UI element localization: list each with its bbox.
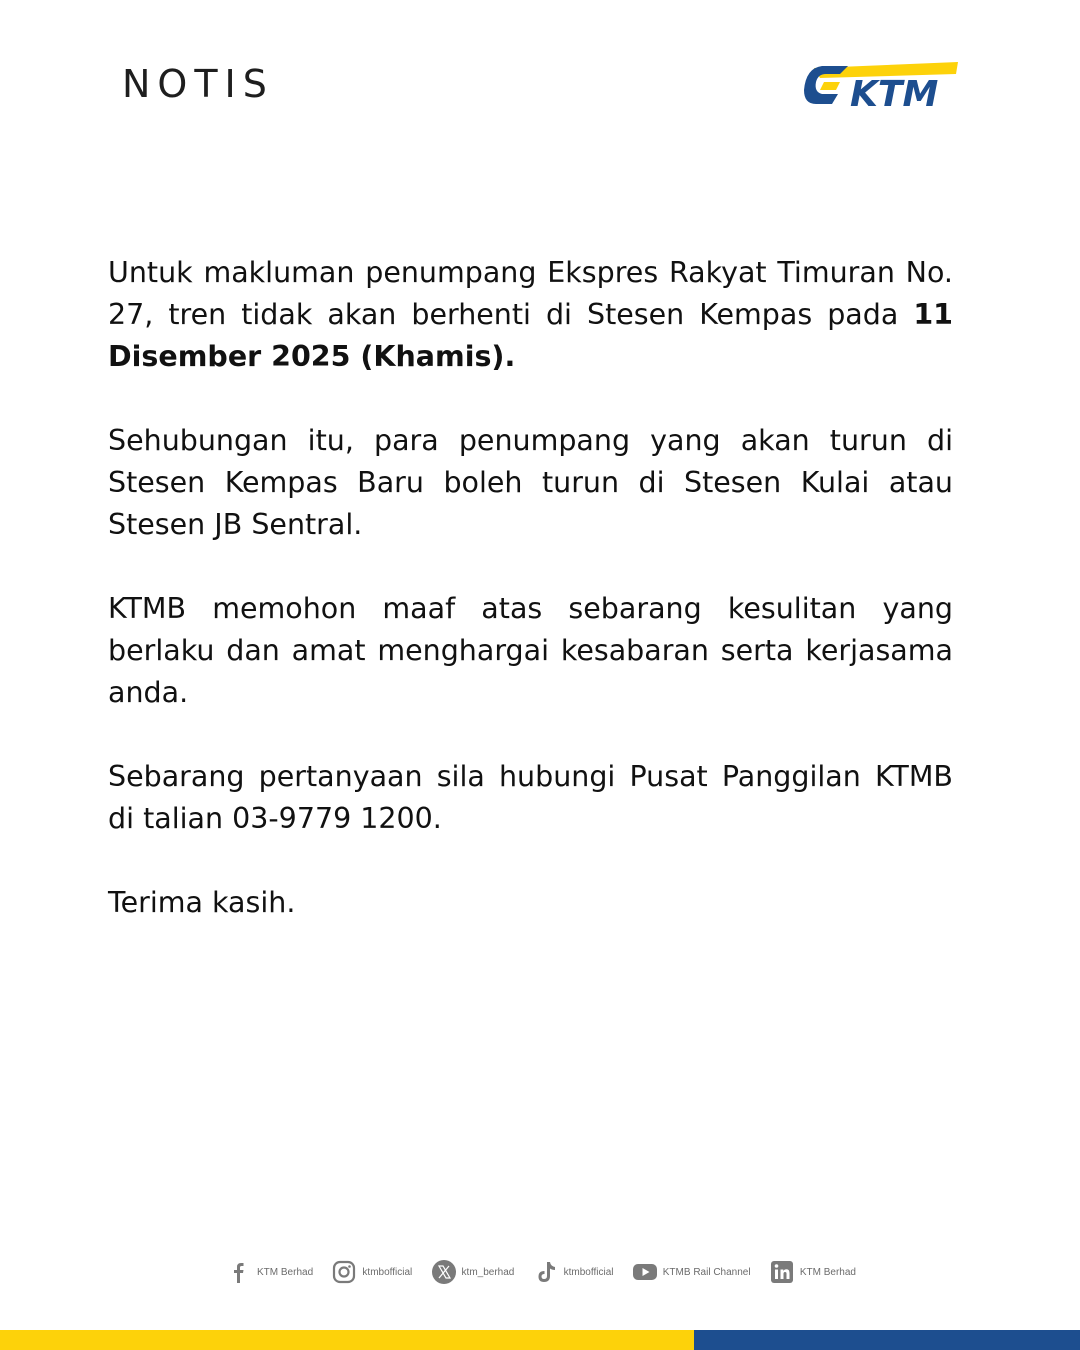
notice-paragraph-1	[108, 252, 953, 378]
social-label: KTMB Rail Channel	[662, 1266, 751, 1278]
logo-text: KTM	[850, 74, 939, 112]
social-label: ktm_berhad	[461, 1266, 515, 1278]
social-label: ktmbofficial	[563, 1266, 614, 1278]
x-icon	[431, 1259, 457, 1285]
social-facebook[interactable]	[226, 1259, 313, 1285]
social-youtube[interactable]	[632, 1259, 751, 1285]
linkedin-icon	[769, 1259, 795, 1285]
page-title: NOTIS	[122, 62, 274, 106]
social-links	[226, 1257, 856, 1287]
notice-paragraph-2: Sehubungan itu, para penumpang yang akan turun di Stesen Kempas Baru boleh turun di Stesen Kulai atau Stesen JB Sentral.	[108, 424, 953, 541]
notice-paragraph-3: KTMB memohon maaf atas sebarang kesulitan yang berlaku dan amat menghargai kesabaran serta kerjasama anda.	[108, 592, 953, 709]
footer-bar-yellow	[0, 1330, 694, 1350]
social-label: KTM Berhad	[799, 1266, 856, 1278]
facebook-icon	[226, 1259, 252, 1285]
social-x[interactable]	[431, 1259, 515, 1285]
social-tiktok[interactable]	[533, 1259, 614, 1285]
social-instagram[interactable]	[331, 1259, 412, 1285]
notice-p1-text: Untuk makluman penumpang Ekspres Rakyat Timuran No. 27, tren tidak akan berhenti di Stesen Kempas pada	[108, 256, 953, 331]
social-label: ktmbofficial	[362, 1266, 413, 1278]
social-label: KTM Berhad	[257, 1266, 314, 1278]
tiktok-icon	[533, 1259, 559, 1285]
instagram-icon	[331, 1259, 357, 1285]
youtube-icon	[632, 1259, 658, 1285]
notice-body	[108, 252, 953, 966]
notice-date: 11 Disember 2025 (Khamis).	[108, 298, 953, 373]
notice-paragraph-4: Sebarang pertanyaan sila hubungi Pusat Panggilan KTMB di talian 03-9779 1200.	[108, 760, 953, 835]
ktm-logo	[800, 60, 960, 112]
social-linkedin[interactable]	[769, 1259, 856, 1285]
notice-paragraph-5: Terima kasih.	[108, 886, 296, 919]
footer-bar-blue	[694, 1330, 1080, 1350]
